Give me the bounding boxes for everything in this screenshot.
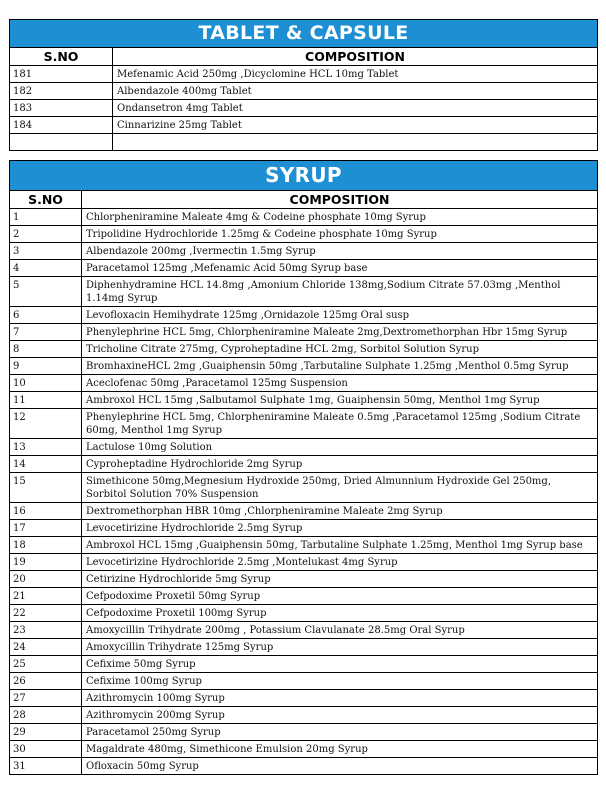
table-row xyxy=(10,605,598,622)
row-sno: 8 xyxy=(10,341,82,358)
row-sno: 27 xyxy=(10,690,82,707)
table-row xyxy=(10,588,598,605)
row-sno: 182 xyxy=(10,83,113,100)
row-composition: Phenylephrine HCL 5mg, Chlorpheniramine Maleate 2mg,Dextromethorphan Hbr 15mg Syrup xyxy=(82,324,598,341)
table-row xyxy=(10,83,598,100)
table-row xyxy=(10,100,598,117)
row-composition: Albendazole 200mg ,Ivermectin 1.5mg Syrup xyxy=(82,243,598,260)
row-composition: Ambroxol HCL 15mg ,Salbutamol Sulphate 1mg, Guaiphensin 50mg, Menthol 1mg Syrup xyxy=(82,392,598,409)
table-row xyxy=(10,392,598,409)
row-sno: 22 xyxy=(10,605,82,622)
row-sno: 13 xyxy=(10,439,82,456)
row-composition: Cinnarizine 25mg Tablet xyxy=(113,117,598,134)
tablet-sno-header: S.NO xyxy=(10,48,113,66)
row-composition: Lactulose 10mg Solution xyxy=(82,439,598,456)
table-row xyxy=(10,439,598,456)
row-composition: Ambroxol HCL 15mg ,Guaiphensin 50mg, Tarbutaline Sulphate 1.25mg, Menthol 1mg Syrup base xyxy=(82,537,598,554)
empty-cell xyxy=(10,134,113,151)
row-sno: 21 xyxy=(10,588,82,605)
row-composition: Azithromycin 200mg Syrup xyxy=(82,707,598,724)
row-sno: 181 xyxy=(10,66,113,83)
row-sno: 183 xyxy=(10,100,113,117)
row-sno: 5 xyxy=(10,277,82,307)
tablet-capsule-title: TABLET & CAPSULE xyxy=(10,20,598,48)
row-composition: Amoxycillin Trihydrate 125mg Syrup xyxy=(82,639,598,656)
row-composition: Levocetirizine Hydrochloride 2.5mg ,Montelukast 4mg Syrup xyxy=(82,554,598,571)
row-composition: BromhaxineHCL 2mg ,Guaiphensin 50mg ,Tarbutaline Sulphate 1.25mg ,Menthol 0.5mg Syrup xyxy=(82,358,598,375)
table-row xyxy=(10,724,598,741)
table-row xyxy=(10,741,598,758)
row-composition: Amoxycillin Trihydrate 200mg , Potassium Clavulanate 28.5mg Oral Syrup xyxy=(82,622,598,639)
table-row xyxy=(10,226,598,243)
row-sno: 9 xyxy=(10,358,82,375)
row-sno: 12 xyxy=(10,409,82,439)
table-row xyxy=(10,639,598,656)
table-row xyxy=(10,554,598,571)
table-row xyxy=(10,690,598,707)
table-row xyxy=(10,341,598,358)
syrup-table-body xyxy=(10,209,598,775)
table-row xyxy=(10,260,598,277)
table-row xyxy=(10,277,598,307)
row-sno: 23 xyxy=(10,622,82,639)
row-composition: Cefpodoxime Proxetil 50mg Syrup xyxy=(82,588,598,605)
table-row xyxy=(10,358,598,375)
row-composition: Ofloxacin 50mg Syrup xyxy=(82,758,598,775)
table-row xyxy=(10,673,598,690)
row-composition: Levocetirizine Hydrochloride 2.5mg Syrup xyxy=(82,520,598,537)
row-composition: Azithromycin 100mg Syrup xyxy=(82,690,598,707)
syrup-table xyxy=(9,160,598,775)
tablet-composition-header: COMPOSITION xyxy=(113,48,598,66)
table-row xyxy=(10,520,598,537)
row-composition: Cefixime 100mg Syrup xyxy=(82,673,598,690)
row-composition: Paracetamol 125mg ,Mefenamic Acid 50mg Syrup base xyxy=(82,260,598,277)
table-row xyxy=(10,456,598,473)
row-sno: 4 xyxy=(10,260,82,277)
row-composition: Diphenhydramine HCL 14.8mg ,Amonium Chloride 138mg,Sodium Citrate 57.03mg ,Menthol 1.14mg Syrup xyxy=(82,277,598,307)
row-composition: Simethicone 50mg,Megnesium Hydroxide 250mg, Dried Almunnium Hydroxide Gel 250mg, Sorbitol Solution 70% Suspension xyxy=(82,473,598,503)
tablet-capsule-section xyxy=(9,19,597,151)
row-composition: Magaldrate 480mg, Simethicone Emulsion 20mg Syrup xyxy=(82,741,598,758)
row-sno: 15 xyxy=(10,473,82,503)
table-row xyxy=(10,473,598,503)
syrup-composition-header: COMPOSITION xyxy=(82,191,598,209)
row-composition: Paracetamol 250mg Syrup xyxy=(82,724,598,741)
row-composition: Aceclofenac 50mg ,Paracetamol 125mg Suspension xyxy=(82,375,598,392)
row-sno: 184 xyxy=(10,117,113,134)
row-sno: 16 xyxy=(10,503,82,520)
row-composition: Cyproheptadine Hydrochloride 2mg Syrup xyxy=(82,456,598,473)
row-composition: Ondansetron 4mg Tablet xyxy=(113,100,598,117)
row-composition: Cetirizine Hydrochloride 5mg Syrup xyxy=(82,571,598,588)
row-composition: Albendazole 400mg Tablet xyxy=(113,83,598,100)
row-sno: 1 xyxy=(10,209,82,226)
empty-row xyxy=(10,134,598,151)
row-composition: Tricholine Citrate 275mg, Cyproheptadine HCL 2mg, Sorbitol Solution Syrup xyxy=(82,341,598,358)
row-sno: 20 xyxy=(10,571,82,588)
row-sno: 3 xyxy=(10,243,82,260)
table-row xyxy=(10,409,598,439)
table-row xyxy=(10,622,598,639)
table-row xyxy=(10,324,598,341)
table-row xyxy=(10,243,598,260)
row-sno: 29 xyxy=(10,724,82,741)
table-row xyxy=(10,117,598,134)
row-composition: Levofloxacin Hemihydrate 125mg ,Ornidazole 125mg Oral susp xyxy=(82,307,598,324)
tablet-table-body xyxy=(10,66,598,151)
table-row xyxy=(10,307,598,324)
row-sno: 30 xyxy=(10,741,82,758)
row-composition: Phenylephrine HCL 5mg, Chlorpheniramine Maleate 0.5mg ,Paracetamol 125mg ,Sodium Citrate 60mg, Menthol 1mg Syrup xyxy=(82,409,598,439)
row-sno: 2 xyxy=(10,226,82,243)
table-row xyxy=(10,707,598,724)
row-composition: Chlorpheniramine Maleate 4mg & Codeine phosphate 10mg Syrup xyxy=(82,209,598,226)
row-sno: 11 xyxy=(10,392,82,409)
row-sno: 17 xyxy=(10,520,82,537)
row-composition: Dextromethorphan HBR 10mg ,Chlorpheniramine Maleate 2mg Syrup xyxy=(82,503,598,520)
table-row xyxy=(10,656,598,673)
table-row xyxy=(10,66,598,83)
row-sno: 7 xyxy=(10,324,82,341)
table-row xyxy=(10,375,598,392)
syrup-title: SYRUP xyxy=(10,161,598,191)
row-composition: Cefpodoxime Proxetil 100mg Syrup xyxy=(82,605,598,622)
table-row xyxy=(10,758,598,775)
row-sno: 26 xyxy=(10,673,82,690)
tablet-capsule-table xyxy=(9,19,598,151)
table-row xyxy=(10,537,598,554)
table-row xyxy=(10,503,598,520)
syrup-sno-header: S.NO xyxy=(10,191,82,209)
row-sno: 25 xyxy=(10,656,82,673)
row-composition: Tripolidine Hydrochloride 1.25mg & Codeine phosphate 10mg Syrup xyxy=(82,226,598,243)
empty-cell xyxy=(113,134,598,151)
row-composition: Cefixime 50mg Syrup xyxy=(82,656,598,673)
row-composition: Mefenamic Acid 250mg ,Dicyclomine HCL 10mg Tablet xyxy=(113,66,598,83)
syrup-section xyxy=(9,160,597,775)
table-row xyxy=(10,571,598,588)
row-sno: 24 xyxy=(10,639,82,656)
row-sno: 19 xyxy=(10,554,82,571)
row-sno: 14 xyxy=(10,456,82,473)
row-sno: 28 xyxy=(10,707,82,724)
row-sno: 6 xyxy=(10,307,82,324)
table-row xyxy=(10,209,598,226)
row-sno: 18 xyxy=(10,537,82,554)
row-sno: 31 xyxy=(10,758,82,775)
row-sno: 10 xyxy=(10,375,82,392)
